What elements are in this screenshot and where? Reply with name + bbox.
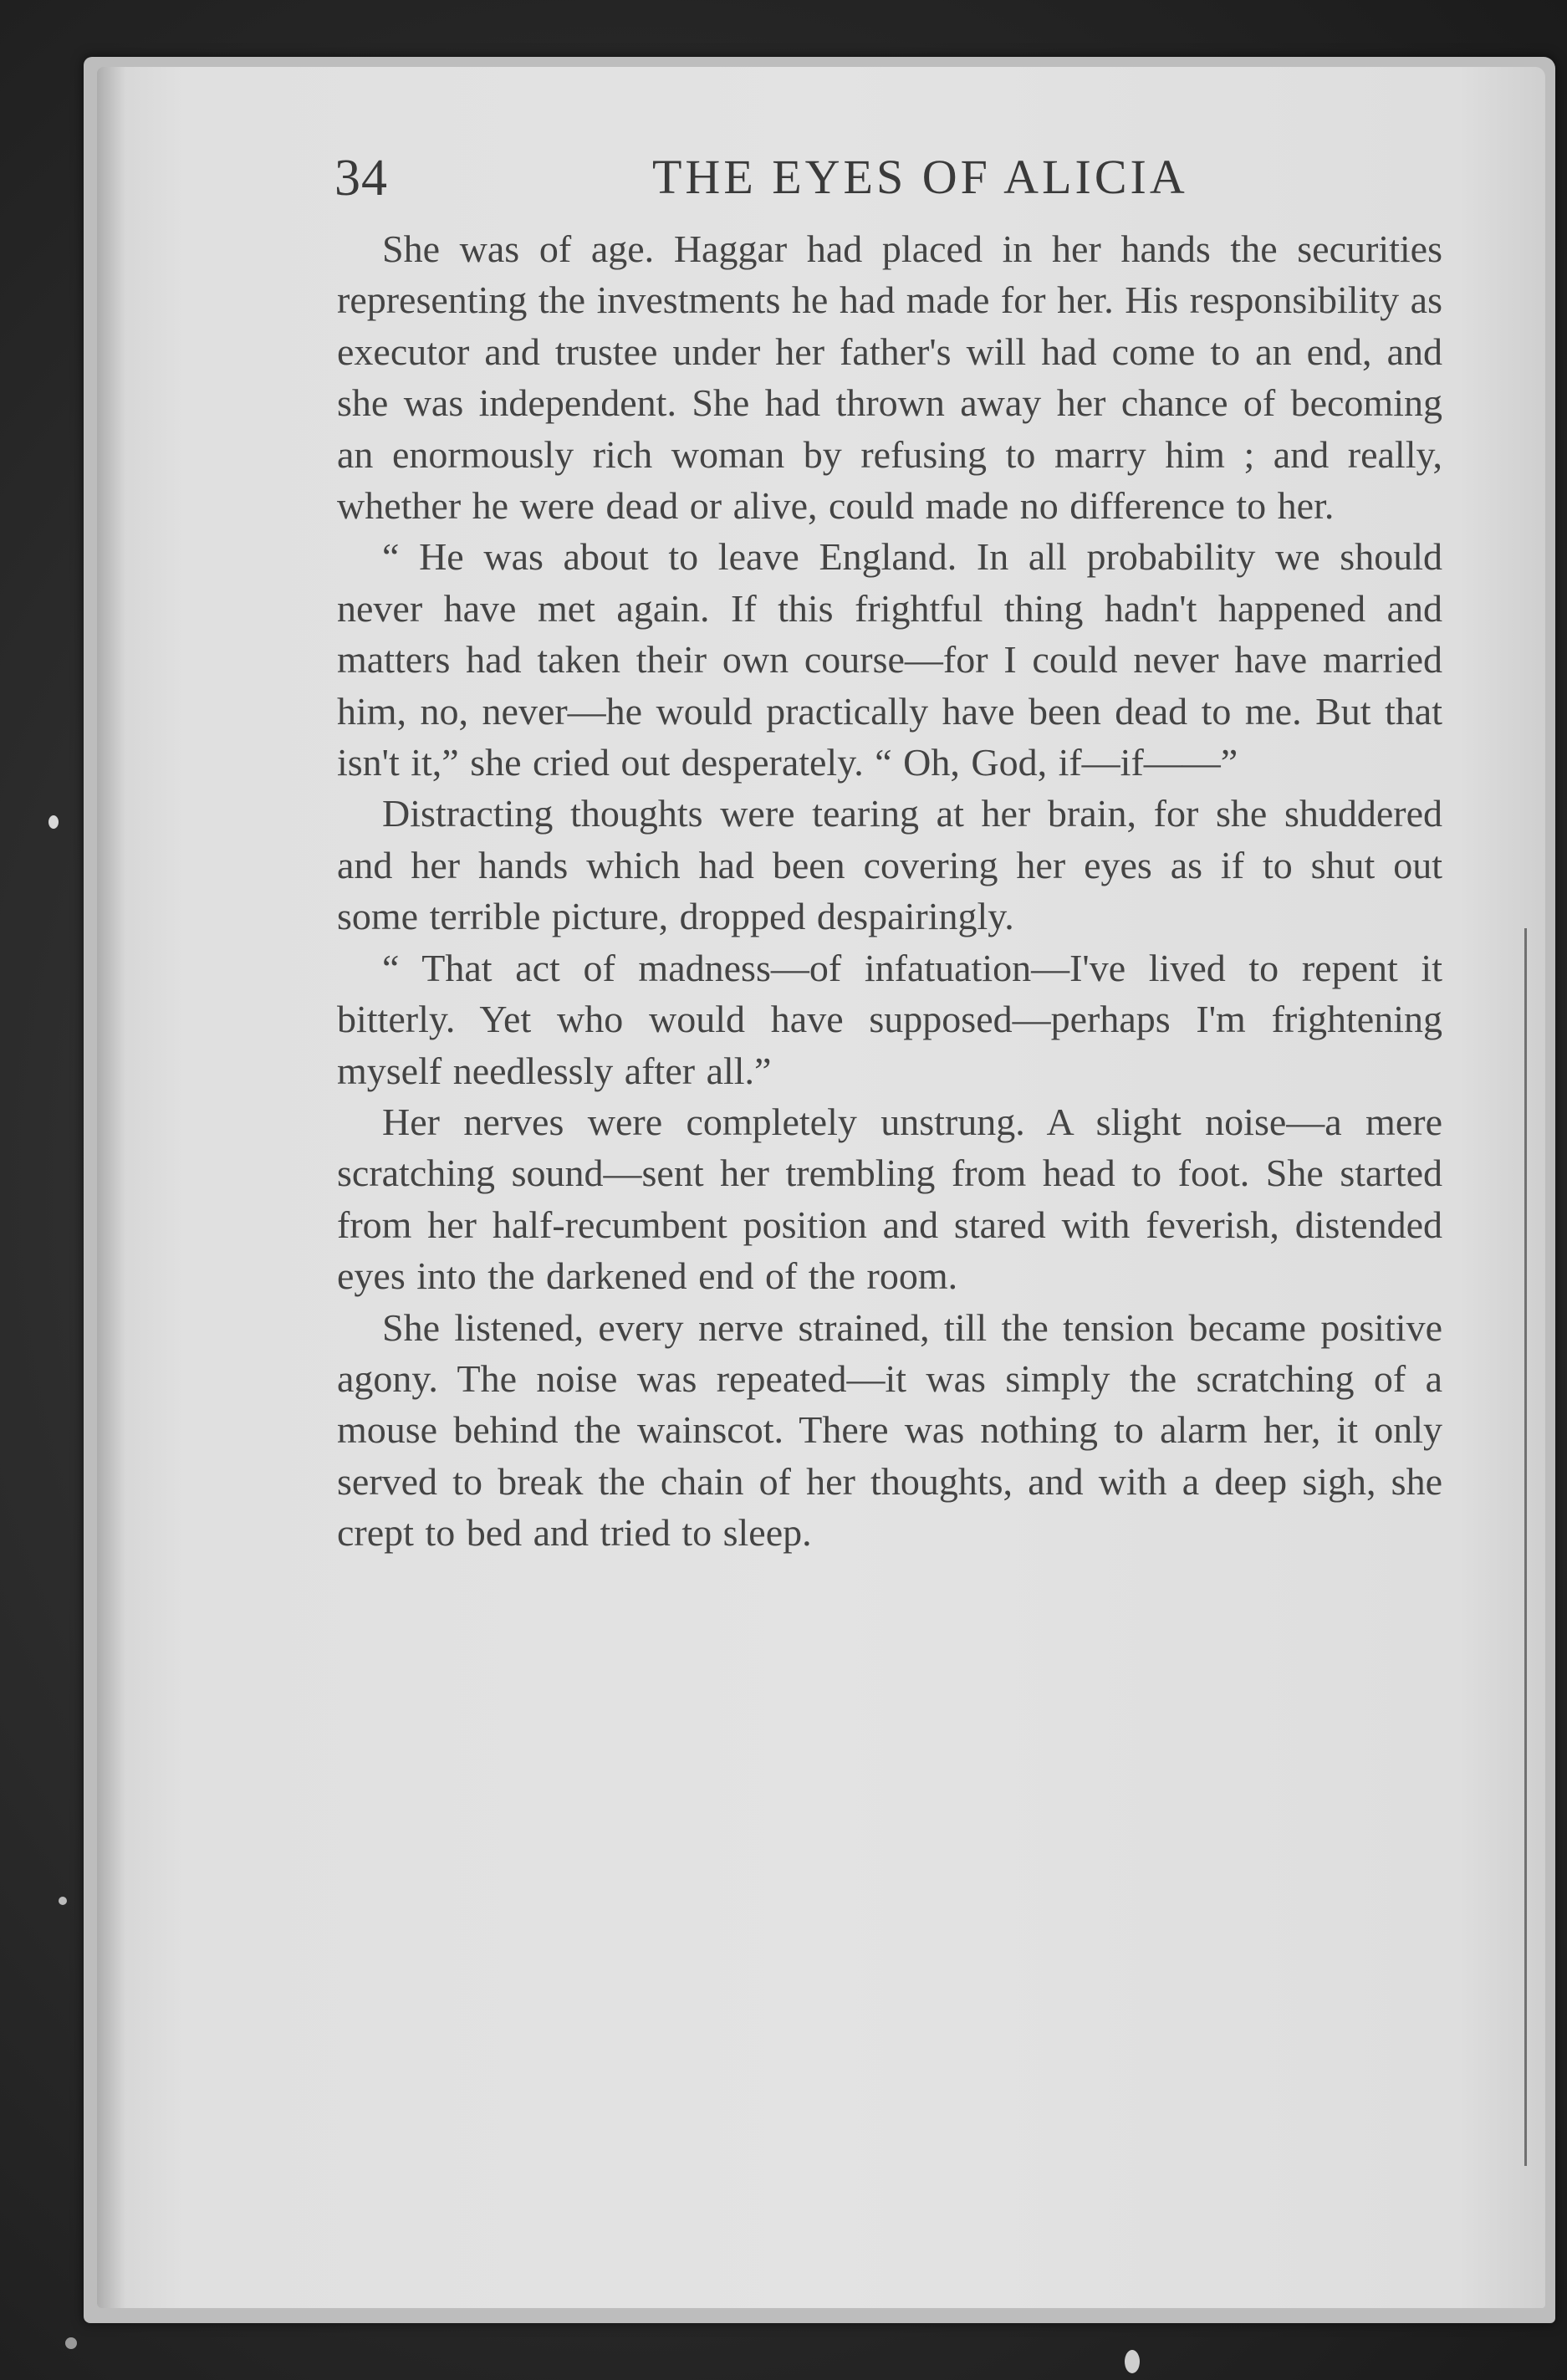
paragraph: Distracting thoughts were tearing at her brain, for she shuddered and her hands which had been covering her eyes as if to shut out some terrible picture, dropped despairingly. [337,792,1442,938]
paragraph: She was of age. Haggar had placed in her hands the securities representing the investments he had made for her. His responsibility as executor and trustee under her father's will had come to an end, and she was independent. She had thrown away her chance of becoming an enormously rich woman by refusing to marry him ; and really, whether he were dead or alive, could made no difference to her. [337,227,1442,528]
running-head: THE EYES OF ALICIA [652,150,1188,204]
page-header [334,149,1447,224]
scan-speck [65,2337,77,2349]
body-text [337,223,1442,1559]
paragraph: Her nerves were completely unstrung. A slight noise—a mere scratching sound—sent her trembling from head to foot. She started from her half-recumbent position and stared with feverish, distended eyes into the darkened end of the room. [337,1100,1442,1298]
paragraph: She listened, every nerve strained, till the tension became positive agony. The noise was repeated—it was simply the scratching of a mouse behind the wainscot. There was nothing to alarm her, it only served to break the chain of her thoughts, and with a deep sigh, she crept to bed and tried to sleep. [337,1305,1442,1555]
binding-shadow [97,67,125,2308]
paragraph: “ That act of madness—of infatuation—I've lived to repent it bitterly. Yet who would have supposed—perhaps I'm frightening myself needlessly after all.” [337,946,1442,1092]
scan-speck [48,815,59,829]
margin-rule [1524,928,1527,2166]
paragraph: “ He was about to leave England. In all probability we should never have met again. If this frightful thing hadn't happened and matters had taken their own course—for I could never have married him, no, never—he would practically have been dead to me. But that isn't it,” she cried out desperately. “ Oh, God, if—if——” [337,535,1442,784]
scan-speck [59,1897,67,1905]
scan-speck [1125,2350,1140,2373]
page-number: 34 [334,150,388,207]
